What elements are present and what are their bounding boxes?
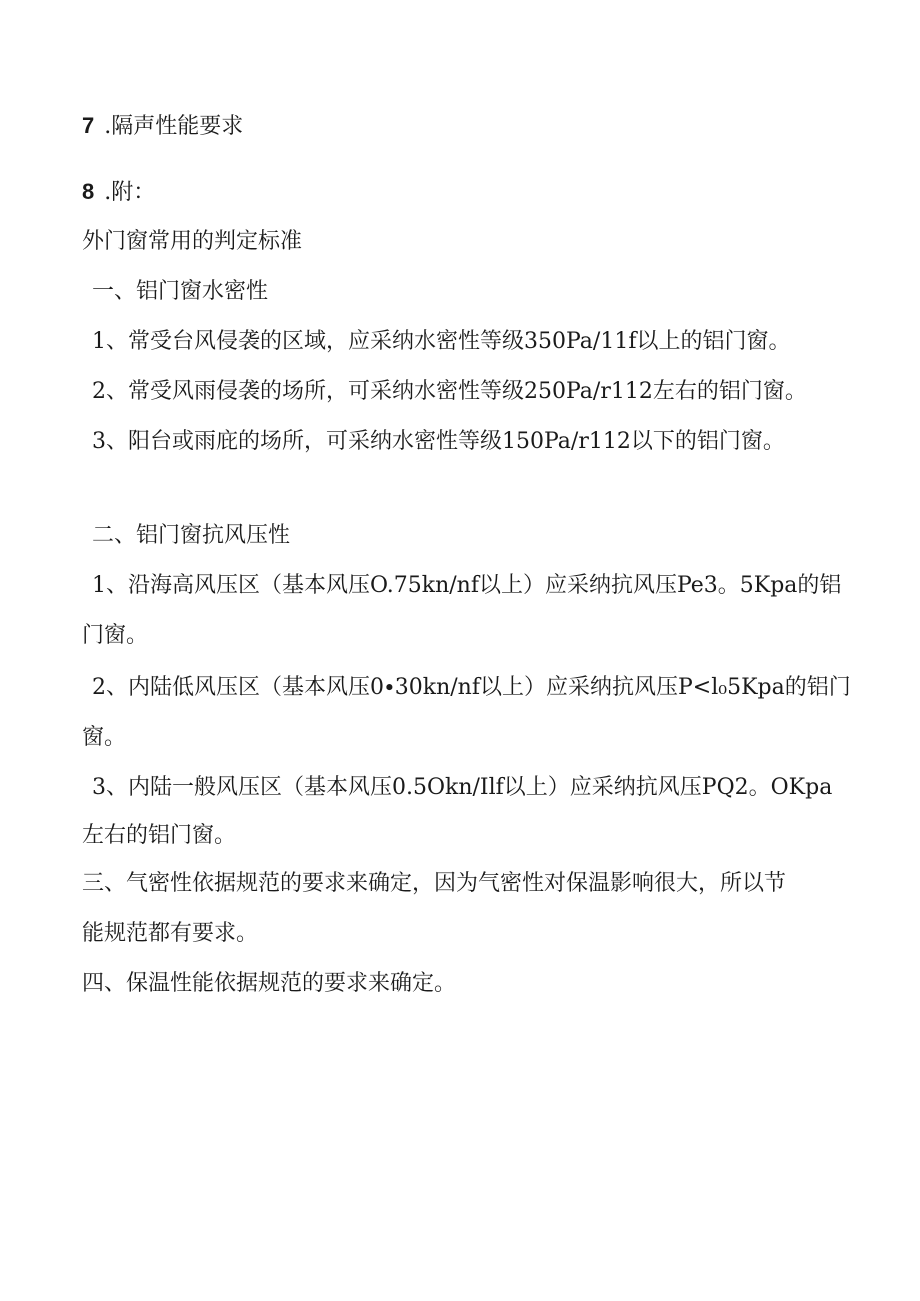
paragraph-continuation: 窗。 <box>82 725 127 750</box>
section-8-heading <box>82 176 842 209</box>
paragraph-item: 3、内陆一般风压区（基本风压0.5Okn/Ilf以上）应采纳抗风压PQ2。OKpa <box>92 775 833 800</box>
paragraph-continuation: 能规范都有要求。 <box>82 921 259 946</box>
section-title: .附： <box>104 180 156 205</box>
paragraph-continuation: 门窗。 <box>82 623 149 648</box>
section-title: .隔声性能要求 <box>104 114 244 139</box>
paragraph-airtightness: 三、气密性依据规范的要求来确定，因为气密性对保温影响很大，所以节 <box>82 871 787 896</box>
subheading-wind-pressure: 二、铝门窗抗风压性 <box>92 523 291 548</box>
paragraph-item: 3、阳台或雨庇的场所，可采纳水密性等级150Pa/r112以下的铝门窗。 <box>92 429 785 454</box>
paragraph-insulation: 四、保温性能依据规范的要求来确定。 <box>82 971 457 996</box>
section-7-heading <box>82 110 842 143</box>
paragraph-standards-title: 外门窗常用的判定标准 <box>82 229 303 254</box>
section-number: 8 <box>82 179 95 204</box>
paragraph-continuation: 左右的铝门窗。 <box>82 823 237 848</box>
section-number: 7 <box>82 113 95 138</box>
paragraph-item: 2、常受风雨侵袭的场所，可采纳水密性等级250Pa/r112左右的铝门窗。 <box>92 379 807 404</box>
subheading-water-tightness: 一、铝门窗水密性 <box>92 279 269 304</box>
paragraph-item: 2、内陆低风压区（基本风压0∙30kn/nf以上）应采纳抗风压P<l₀5Kpa的铝门 <box>92 675 851 700</box>
paragraph-item: 1、沿海高风压区（基本风压O.75kn/nf以上）应采纳抗风压Pe3。5Kpa的铝 <box>92 573 842 598</box>
paragraph-item: 1、常受台风侵袭的区域，应采纳水密性等级350Pa/11f以上的铝门窗。 <box>92 329 791 354</box>
